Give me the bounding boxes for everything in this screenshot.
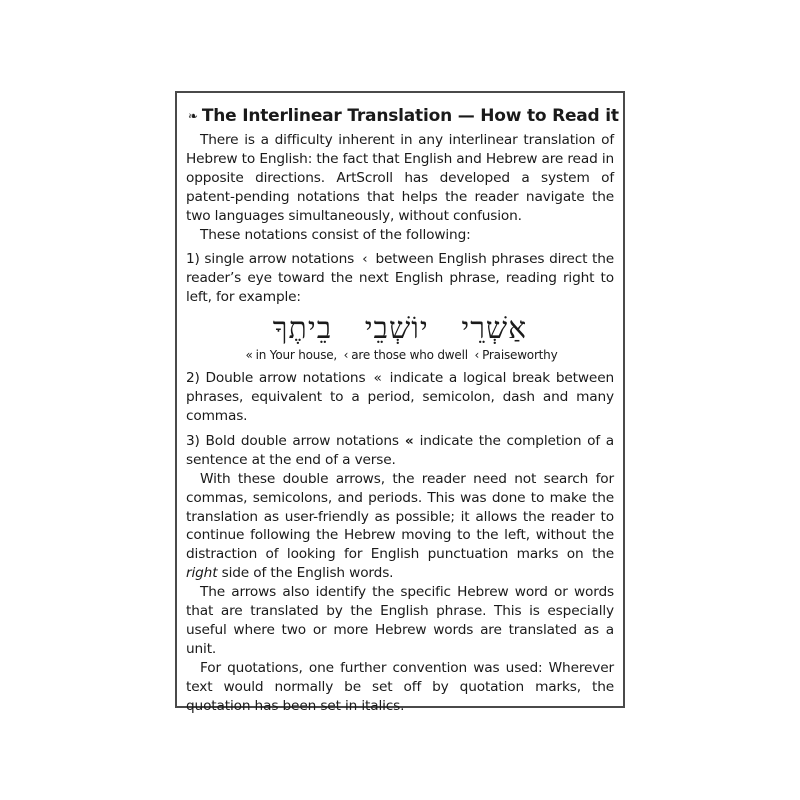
gloss-phrase: Praiseworthy [482, 348, 558, 363]
hebrew-example-text: אַשְׁרֵי יוֹשְׁבֵי בֵיתֶךָ [272, 311, 528, 347]
gloss-phrase: in Your house, [255, 348, 338, 363]
single-arrow-icon: ‹ [343, 348, 349, 363]
item2-before-text: 2) Double arrow notations [186, 370, 366, 387]
intro-paragraph: There is a difficulty inherent in any interlinear translation of Hebrew to English: the fact that English and Hebrew are read in opposite directions. ArtScroll has developed a system of patent-pending notations that helps the reader navigate the two languages simultaneously, without confusion. [186, 132, 614, 224]
interlinear-guide-box [175, 91, 625, 714]
section-title [188, 105, 619, 127]
bold-double-arrow-icon: « [404, 432, 414, 449]
italic-emphasis: right [186, 565, 218, 582]
item1-after-text: between English phrases direct the reader’s eye toward the next English phrase, reading right to left, for example: [186, 251, 614, 306]
english-gloss-line [186, 347, 614, 363]
item-bold-double-arrow [186, 432, 614, 470]
gloss-phrase: are those who dwell [351, 348, 468, 363]
double-arrows-paragraph [186, 470, 614, 583]
hebrew-example [186, 311, 614, 363]
double-arrows-text-after: side of the English words. [221, 565, 394, 582]
double-arrow-icon: « [245, 348, 253, 363]
single-arrow-icon: ‹ [474, 348, 480, 363]
item1-before-text: 1) single arrow notations [186, 251, 355, 268]
identify-paragraph: The arrows also identify the specific Hebrew word or words that are translated by the English phrase. This is especially useful where two or more Hebrew words are translated as a unit. [186, 584, 614, 657]
item-double-arrow [186, 369, 614, 426]
double-arrows-text-before: With these double arrows, the reader need not search for commas, semicolons, and periods. This was done to make the translation as user-friendly as possible; it allows the reader to continue following the Hebrew moving to the left, without the distraction of looking for English punctuation marks on the [186, 470, 614, 563]
item-single-arrow [186, 250, 614, 307]
guide-content [186, 101, 619, 715]
item3-before-text: 3) Bold double arrow notations [186, 432, 399, 449]
quotations-paragraph: For quotations, one further convention was used: Wherever text would normally be set off by quotation marks, the quotation has been set in italics. [186, 659, 614, 714]
section-title-text: The Interlinear Translation — How to Read it [201, 106, 619, 126]
double-arrow-icon: « [373, 370, 382, 387]
single-arrow-icon: ‹ [362, 251, 368, 268]
item3-after-text: indicate the completion of a sentence at the end of a verse. [186, 432, 615, 468]
item2-after-text: indicate a logical break between phrases, equivalent to a period, semicolon, dash and many commas. [186, 370, 614, 424]
fleuron-ornament-icon: ❧ [188, 109, 198, 123]
notations-lead-paragraph: These notations consist of the following: [200, 226, 471, 243]
